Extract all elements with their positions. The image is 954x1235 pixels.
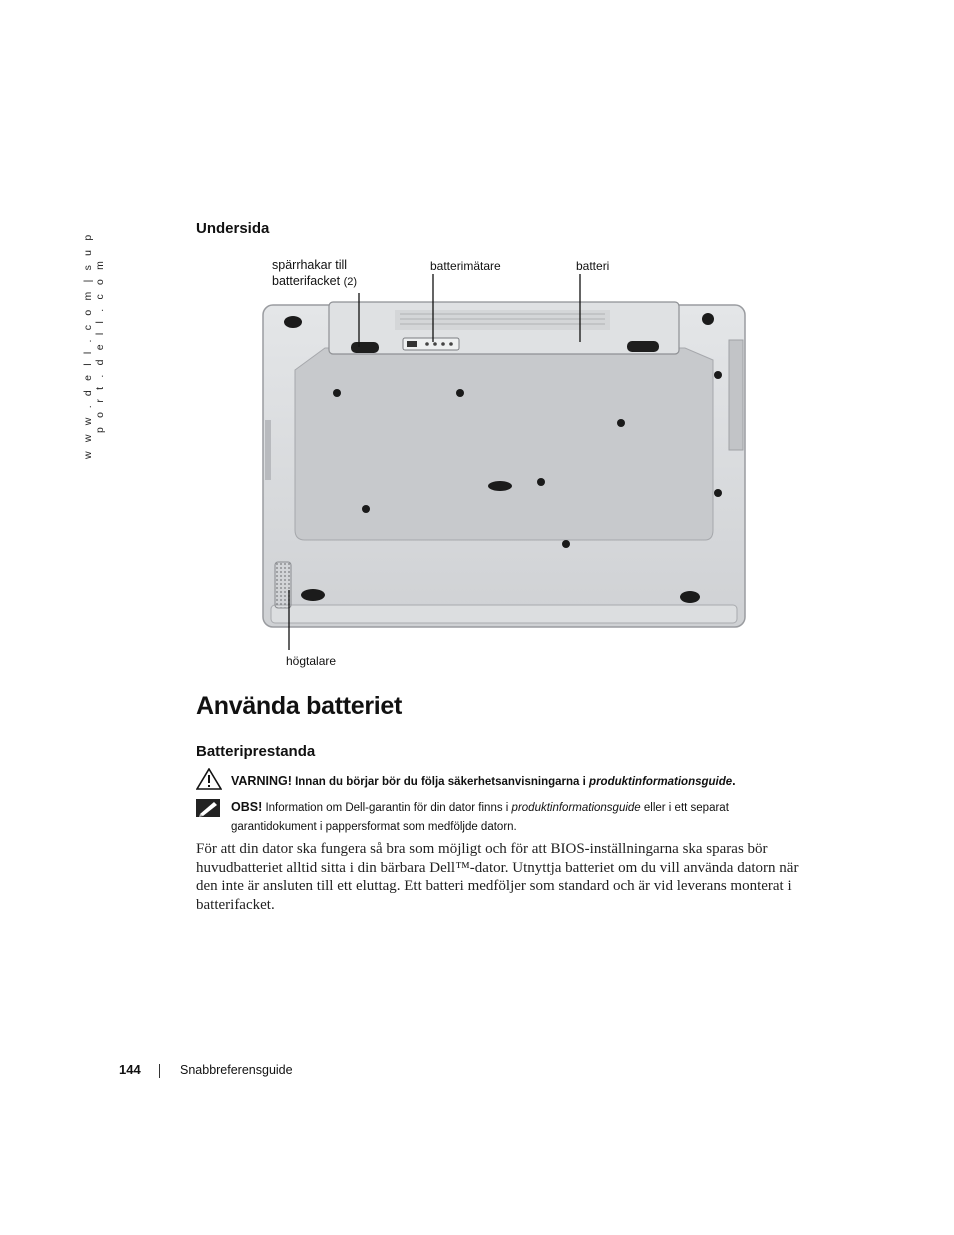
callout-latch-line2: batterifacket xyxy=(272,274,341,288)
battery-label-area xyxy=(395,310,610,330)
warning-text: Innan du börjar bör du följa säkerhetsanvisningarna i xyxy=(291,776,590,788)
right-edge-port xyxy=(729,340,743,450)
note-text: Information om Dell-garantin för din dator finns i xyxy=(262,802,512,814)
rubber-foot xyxy=(702,313,714,325)
footer-separator xyxy=(159,1064,160,1078)
footer-page-number: 144 xyxy=(119,1062,141,1077)
note-label: OBS! xyxy=(231,800,263,814)
warning-italic: produktinformationsguide xyxy=(589,776,733,788)
body-paragraph: För att din dator ska fungera så bra som möjligt och för att BIOS-inställningarna ska sparas bör huvudbatteriet alltid sitta i din bärbara Dell™-dator. Utnyttja batteriet om du vill använda datorn när den inte är ansluten till ett eluttag. Ett batteri medföljer som standard och är vid leverans monterat i batterifacket. xyxy=(196,841,799,913)
screw xyxy=(714,489,722,497)
warning-notice xyxy=(231,772,811,791)
callout-speaker: högtalare xyxy=(286,654,337,668)
rubber-foot xyxy=(301,589,325,601)
battery-latch-left xyxy=(351,342,379,353)
laptop-underside-figure xyxy=(255,250,755,680)
warning-icon xyxy=(196,768,222,790)
battery-latch-right xyxy=(627,341,659,352)
callout-latch-line1: spärrhakar till xyxy=(272,258,348,272)
screw xyxy=(456,389,464,397)
callout-gauge: batterimätare xyxy=(430,259,501,273)
rubber-foot xyxy=(680,591,700,603)
warning-label: VARNING! xyxy=(231,774,292,788)
laptop-underside-drawing xyxy=(255,250,755,680)
screw xyxy=(537,478,545,486)
screw xyxy=(714,371,722,379)
note-italic: produktinformationsguide xyxy=(511,802,641,814)
screw xyxy=(333,389,341,397)
rubber-foot xyxy=(488,481,512,491)
footer-title: Snabbreferensguide xyxy=(180,1063,293,1077)
screw xyxy=(617,419,625,427)
bottom-rim xyxy=(271,605,737,623)
sub-heading: Batteriprestanda xyxy=(196,743,316,760)
section-heading-undersida: Undersida xyxy=(196,220,270,237)
rubber-foot xyxy=(284,316,302,328)
screw xyxy=(362,505,370,513)
side-url: w w w . d e l l . c o m | s u p p o r t . d e l l . c o m xyxy=(82,231,106,459)
callout-latch-count: (2) xyxy=(343,276,358,288)
callout-battery: batteri xyxy=(576,259,610,273)
note-notice xyxy=(231,798,811,836)
left-edge-detail xyxy=(265,420,271,480)
screw xyxy=(562,540,570,548)
warning-end: . xyxy=(732,774,736,788)
note-icon xyxy=(196,797,222,819)
note-text2: eller i ett separat garantidokument i pappersformat som medföljde datorn. xyxy=(231,802,729,833)
bottom-panel xyxy=(295,348,713,540)
main-heading: Använda batteriet xyxy=(196,692,403,720)
